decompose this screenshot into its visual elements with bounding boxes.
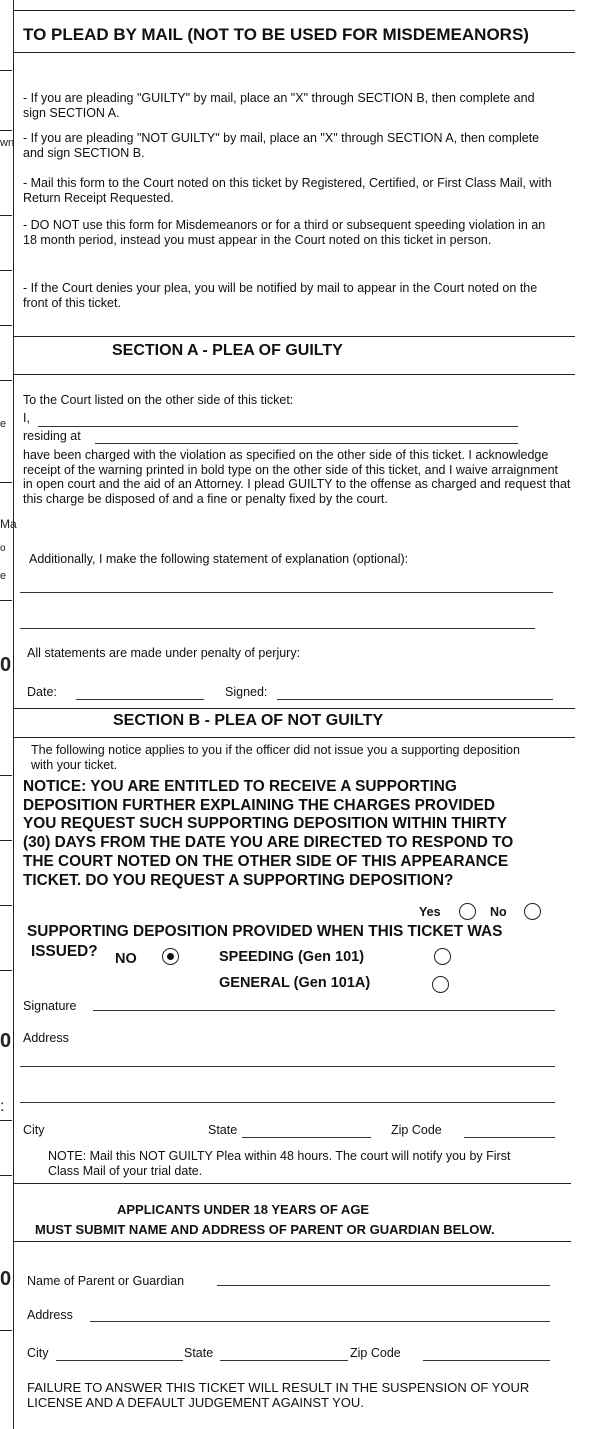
notice-intro: The following notice applies to you if the officer did not issue you a supporting deposition with your ticket. bbox=[31, 743, 520, 772]
margin-rule bbox=[0, 905, 12, 906]
margin-fragment: : bbox=[0, 1098, 5, 1115]
speeding-radio[interactable] bbox=[434, 948, 451, 965]
margin-rule bbox=[0, 1120, 12, 1121]
title-bottom-rule bbox=[13, 52, 575, 53]
state-label: State bbox=[208, 1123, 238, 1137]
section-a-top-rule bbox=[13, 336, 575, 337]
guardian-address-field[interactable] bbox=[90, 1321, 550, 1322]
margin-fragment: e bbox=[0, 418, 7, 430]
guardian-label: Name of Parent or Guardian bbox=[27, 1274, 185, 1288]
margin-fragment: o bbox=[0, 543, 6, 554]
signature-field[interactable] bbox=[93, 1010, 555, 1011]
no-label: No bbox=[490, 905, 507, 919]
general-radio[interactable] bbox=[432, 976, 449, 993]
section-a-heading: SECTION A - PLEA OF GUILTY bbox=[112, 342, 343, 359]
guardian-zip-field[interactable] bbox=[423, 1360, 550, 1361]
form-left-border bbox=[13, 0, 14, 1429]
name-field[interactable] bbox=[38, 426, 518, 427]
notice-line: NOTICE: YOU ARE ENTITLED TO RECEIVE A SUPPORTING bbox=[23, 778, 457, 795]
provided-question: SUPPORTING DEPOSITION PROVIDED WHEN THIS TICKET WAS bbox=[27, 923, 503, 940]
guardian-city-label: City bbox=[27, 1346, 49, 1360]
address-line-1[interactable] bbox=[20, 1066, 555, 1067]
no-radio[interactable] bbox=[524, 903, 541, 920]
margin-fragment: e bbox=[0, 570, 7, 582]
instruction-denial: - If the Court denies your plea, you will be notified by mail to appear in the Court noted on the front of this ticket. bbox=[23, 281, 538, 310]
yes-label: Yes bbox=[419, 905, 441, 919]
margin-fragment: 0 bbox=[0, 1268, 12, 1290]
guardian-state-label: State bbox=[184, 1346, 214, 1360]
explanation-line-2[interactable] bbox=[20, 628, 535, 629]
section-a-bottom-rule bbox=[13, 374, 575, 375]
explanation-label: Additionally, I make the following statement of explanation (optional): bbox=[29, 552, 409, 566]
margin-rule bbox=[0, 600, 12, 601]
instruction-misdemeanor: - DO NOT use this form for Misdemeanors or for a third or subsequent speeding violation in an 18 month period, instead you must appear in the Court noted on this ticket in person. bbox=[23, 218, 546, 247]
city-label: City bbox=[23, 1123, 45, 1137]
provided-no-label: NO bbox=[115, 951, 137, 967]
minors-heading-1: APPLICANTS UNDER 18 YEARS OF AGE bbox=[117, 1202, 370, 1217]
guardian-name-field[interactable] bbox=[217, 1285, 550, 1286]
address-label: Address bbox=[23, 1031, 69, 1045]
yes-radio[interactable] bbox=[459, 903, 476, 920]
notice-line: TICKET. DO YOU REQUEST A SUPPORTING DEPOSITION? bbox=[23, 871, 454, 889]
speeding-label: SPEEDING (Gen 101) bbox=[219, 949, 365, 965]
notice-line: YOU REQUEST SUCH SUPPORTING DEPOSITION WITHIN THIRTY bbox=[23, 815, 507, 833]
address-line-2[interactable] bbox=[20, 1102, 555, 1103]
section-b-top-rule bbox=[13, 708, 575, 709]
signed-label: Signed: bbox=[225, 685, 268, 699]
margin-fragment: 0 bbox=[0, 654, 12, 676]
notice-line: DEPOSITION FURTHER EXPLAINING THE CHARGES PROVIDED bbox=[23, 796, 496, 814]
margin-fragment: wn bbox=[0, 137, 15, 149]
form-title: TO PLEAD BY MAIL (NOT TO BE USED FOR MISDEMEANORS) bbox=[23, 25, 529, 44]
margin-rule bbox=[0, 1175, 12, 1176]
minors-bottom-rule bbox=[13, 1241, 571, 1242]
mail-note: NOTE: Mail this NOT GUILTY Plea within 48 hours. The court will notify you by First Class Mail of your trial date. bbox=[48, 1149, 511, 1178]
state-field[interactable] bbox=[242, 1137, 371, 1138]
provided-question-cont: ISSUED? bbox=[31, 943, 98, 960]
guilty-statement: have been charged with the violation as specified on the other side of this ticket. I acknowledge receipt of the warning printed in bold type on the other side of this ticket, and I waive arraignment in open court and the aid of an Attorney. I plead GUILTY to the offense as charged and request that this charge be disposed of and a fine or penalty fixed by the court. bbox=[23, 448, 571, 506]
explanation-line-1[interactable] bbox=[20, 592, 553, 593]
guardian-city-field[interactable] bbox=[56, 1360, 183, 1361]
residing-label: residing at bbox=[23, 429, 81, 443]
margin-rule bbox=[0, 775, 12, 776]
margin-rule bbox=[0, 482, 12, 483]
margin-rule bbox=[0, 840, 12, 841]
date-label: Date: bbox=[27, 685, 57, 699]
margin-fragment: 0 bbox=[0, 1030, 12, 1052]
minors-heading-2: MUST SUBMIT NAME AND ADDRESS OF PARENT OR GUARDIAN BELOW. bbox=[35, 1222, 495, 1237]
i-label: I, bbox=[23, 411, 30, 425]
margin-rule bbox=[0, 970, 12, 971]
provided-no-radio[interactable] bbox=[162, 948, 179, 965]
residence-field[interactable] bbox=[95, 443, 518, 444]
margin-rule bbox=[0, 70, 12, 71]
notice-line: (30) DAYS FROM THE DATE YOU ARE DIRECTED TO RESPOND TO bbox=[23, 834, 514, 852]
date-field[interactable] bbox=[76, 699, 204, 700]
margin-fragment: Ma bbox=[0, 517, 17, 531]
general-label: GENERAL (Gen 101A) bbox=[219, 975, 371, 991]
instruction-mail: - Mail this form to the Court noted on this ticket by Registered, Certified, or First Class Mail, with Return Receipt Requested. bbox=[23, 176, 552, 205]
guardian-address-label: Address bbox=[27, 1308, 73, 1322]
notice-block bbox=[23, 778, 513, 890]
section-b-bottom-rule bbox=[13, 737, 575, 738]
zip-field[interactable] bbox=[464, 1137, 555, 1138]
notice-line: THE COURT NOTED ON THE OTHER SIDE OF THIS APPEARANCE bbox=[23, 852, 509, 870]
section-b-heading: SECTION B - PLEA OF NOT GUILTY bbox=[113, 712, 384, 729]
zip-label: Zip Code bbox=[391, 1123, 442, 1137]
instruction-not-guilty: - If you are pleading "NOT GUILTY" by mail, place an "X" through SECTION A, then complete and sign SECTION B. bbox=[23, 131, 540, 160]
guardian-zip-label: Zip Code bbox=[350, 1346, 401, 1360]
margin-rule bbox=[0, 325, 12, 326]
instruction-guilty: - If you are pleading "GUILTY" by mail, place an "X" through SECTION B, then complete and sign SECTION A. bbox=[23, 91, 535, 120]
margin-rule bbox=[0, 215, 12, 216]
signature-label: Signature bbox=[23, 999, 77, 1013]
title-top-rule bbox=[13, 10, 575, 11]
guardian-state-field[interactable] bbox=[220, 1360, 348, 1361]
to-court-text: To the Court listed on the other side of this ticket: bbox=[23, 393, 294, 407]
margin-rule bbox=[0, 270, 12, 271]
margin-rule bbox=[0, 130, 12, 131]
minors-top-rule bbox=[13, 1183, 571, 1184]
margin-rule bbox=[0, 380, 12, 381]
perjury-text: All statements are made under penalty of perjury: bbox=[27, 646, 301, 660]
margin-rule bbox=[0, 1330, 12, 1331]
failure-warning: FAILURE TO ANSWER THIS TICKET WILL RESULT IN THE SUSPENSION OF YOUR LICENSE AND A DEFAULT JUDGEMENT AGAINST YOU. bbox=[27, 1380, 530, 1410]
signed-field[interactable] bbox=[277, 699, 553, 700]
